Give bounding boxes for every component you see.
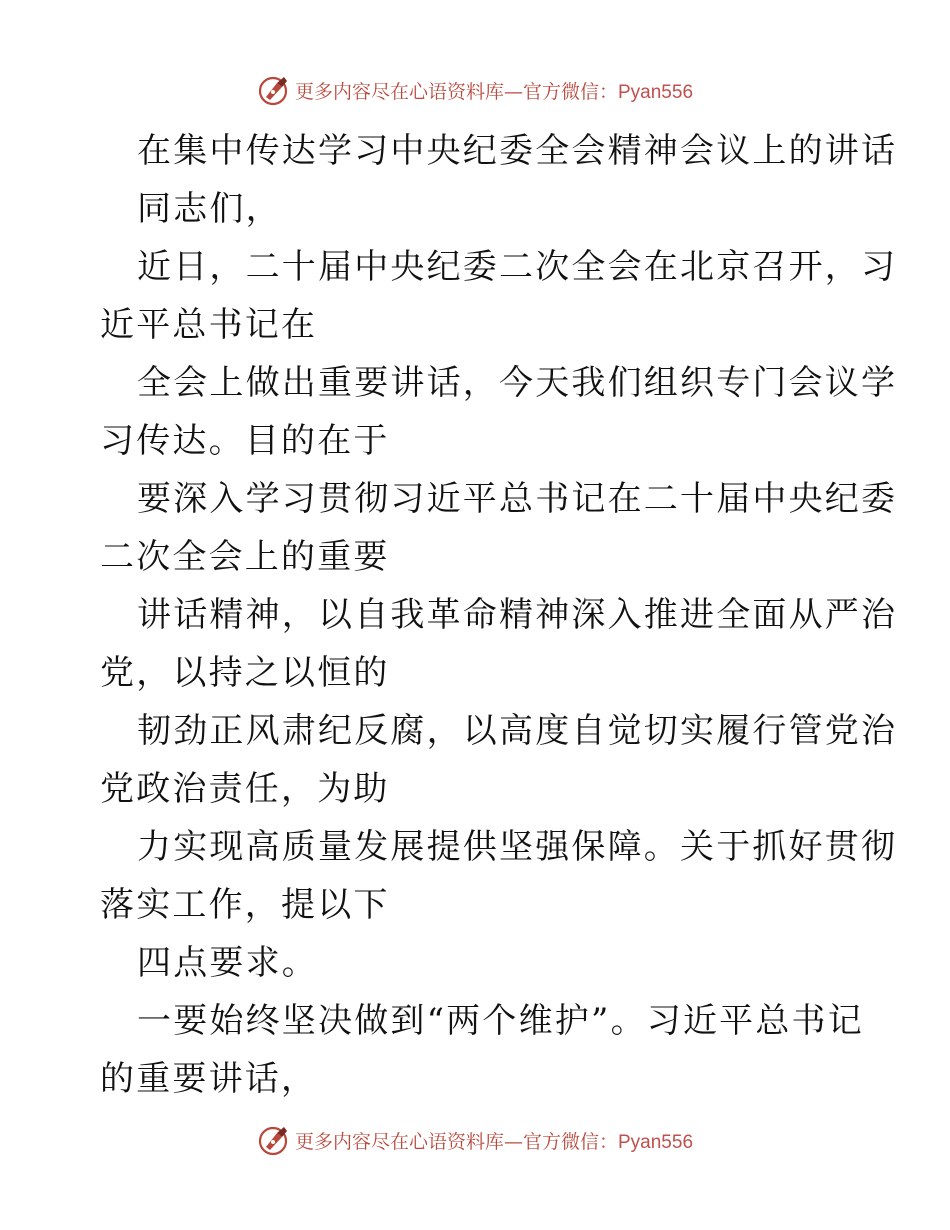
text-line: 在集中传达学习中央纪委全会精神会议上的讲话 — [137, 131, 898, 171]
text-line: 要深入学习贯彻习近平总书记在二十届中央纪委 — [137, 479, 898, 519]
text-line: 近平总书记在 — [100, 305, 318, 345]
watermark-text: 更多内容尽在心语资料库—官方微信：Pyan556 — [294, 80, 694, 103]
text-line: 一要始终坚决做到“两个维护”。习近平总书记 — [137, 1001, 864, 1041]
text-line: 韧劲正风肃纪反腐，以高度自觉切实履行管党治 — [137, 711, 898, 751]
text-line: 近日，二十届中央纪委二次全会在北京召开，习 — [137, 247, 898, 287]
text-line: 讲话精神，以自我革命精神深入推进全面从严治 — [137, 595, 898, 635]
text-line: 同志们， — [137, 189, 282, 229]
watermark-text: 更多内容尽在心语资料库—官方微信：Pyan556 — [294, 1130, 694, 1153]
text-line: 落实工作，提以下 — [100, 885, 390, 925]
header-watermark-banner — [0, 70, 950, 110]
text-line: 全会上做出重要讲话，今天我们组织专门会议学 — [137, 363, 898, 403]
text-line: 力实现高质量发展提供坚强保障。关于抓好贯彻 — [137, 827, 898, 867]
text-line: 党政治责任，为助 — [100, 769, 390, 809]
text-line: 二次全会上的重要 — [100, 537, 390, 577]
pen-nib-logo-icon — [257, 1123, 291, 1157]
footer-watermark-banner — [0, 1120, 950, 1160]
document-body — [100, 122, 898, 1108]
text-line: 党，以持之以恒的 — [100, 653, 390, 693]
text-line: 的重要讲话， — [100, 1059, 318, 1099]
text-line: 习传达。目的在于 — [100, 421, 390, 461]
pen-nib-logo-icon — [257, 73, 291, 107]
text-line: 四点要求。 — [137, 943, 318, 983]
